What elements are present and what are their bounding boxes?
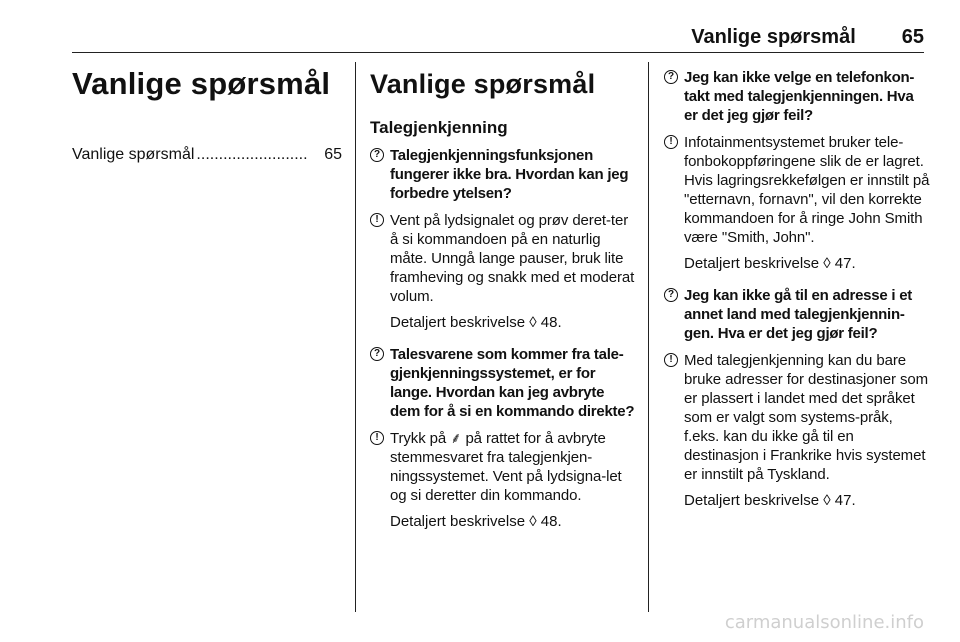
answer-block xyxy=(370,211,636,306)
toc-entry-page: 65 xyxy=(324,146,342,163)
exclamation-circle-icon: ! xyxy=(370,431,384,445)
toc-leader-dots: ......................... xyxy=(196,146,308,163)
answer-text: Infotainmentsystemet bruker tele-fonbokoppføringene slik de er lagret. Hvis lagringsrekkefølgen er innstilt på "etternavn, fornavn", vil den korrekte kommandoen for å ringe John Smith være "Smith, John". xyxy=(684,134,930,246)
question-text: Talegjenkjenningsfunksjonen fungerer ikke bra. Hvordan kan jeg forbedre ytelsen? xyxy=(390,147,629,202)
question-circle-icon: ? xyxy=(370,148,384,162)
question-circle-icon: ? xyxy=(664,288,678,302)
question-circle-icon: ? xyxy=(664,70,678,84)
content-column-1 xyxy=(370,60,636,544)
running-header xyxy=(72,26,924,49)
answer-block xyxy=(370,429,636,505)
question-circle-icon: ? xyxy=(370,347,384,361)
content-column-2 xyxy=(664,68,930,523)
exclamation-circle-icon: ! xyxy=(370,213,384,227)
section-heading: Talegjenkjenning xyxy=(370,118,508,137)
column-divider-2 xyxy=(648,62,649,612)
question-text: Talesvarene som kommer fra tale-gjenkjenningssystemet, er for lange. Hvordan kan jeg avbryte dem for å si en kommando direkte? xyxy=(390,346,635,420)
answer-block xyxy=(664,351,930,484)
answer-block xyxy=(664,133,930,247)
answer-text: Trykk på ⸙ på rattet for å avbryte stemmesvaret fra talegjenkjen-ningssystemet. Vent på lydsigna-let og si deretter din kommando. xyxy=(390,430,622,504)
question-block xyxy=(370,345,636,421)
detail-reference[interactable]: Detaljert beskrivelse ◊ 48. xyxy=(390,513,562,530)
exclamation-circle-icon: ! xyxy=(664,353,678,367)
question-block xyxy=(664,68,930,125)
watermark: carmanualsonline.info xyxy=(724,612,924,633)
question-block xyxy=(664,286,930,343)
exclamation-circle-icon: ! xyxy=(664,135,678,149)
detail-reference[interactable]: Detaljert beskrivelse ◊ 48. xyxy=(390,314,562,331)
question-block xyxy=(370,146,636,203)
header-rule xyxy=(72,52,924,53)
answer-text: Vent på lydsignalet og prøv deret-ter å si kommandoen på en naturlig måte. Unngå lange pauser, bruk lite framheving og snakk med et moderat volum. xyxy=(390,212,635,305)
toc-entry-label: Vanlige spørsmål xyxy=(72,146,195,163)
detail-reference[interactable]: Detaljert beskrivelse ◊ 47. xyxy=(684,492,856,509)
chapter-column xyxy=(72,60,342,164)
question-text: Jeg kan ikke velge en telefonkon-takt med talegjenkjenningen. Hva er det jeg gjør feil? xyxy=(684,69,915,124)
column-divider-1 xyxy=(355,62,356,612)
question-text: Jeg kan ikke gå til en adresse i et annet land med talegjenkjennin-gen. Hva er det jeg gjør feil? xyxy=(684,287,913,342)
page-title: Vanlige spørsmål xyxy=(370,69,596,99)
detail-reference[interactable]: Detaljert beskrivelse ◊ 47. xyxy=(684,255,856,272)
page-number: 65 xyxy=(901,26,924,48)
chapter-title: Vanlige spørsmål xyxy=(72,66,331,101)
toc-entry[interactable] xyxy=(72,146,342,164)
answer-text: Med talegjenkjenning kan du bare bruke adresser for destinasjoner som er plassert i landet med det språket som er valgt som systems-pråk, f.eks. kan du ikke gå til en destinasjon i Frankrike hvis systemet er innstilt på Tyskland. xyxy=(684,352,929,483)
running-header-title: Vanlige spørsmål xyxy=(691,26,856,48)
